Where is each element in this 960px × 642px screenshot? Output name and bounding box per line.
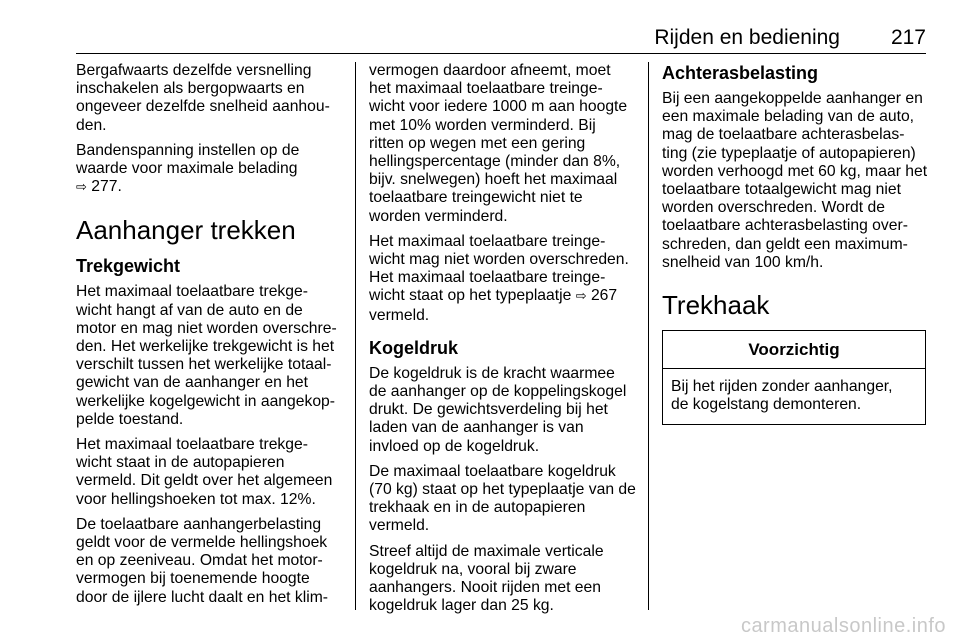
paragraph <box>369 233 634 325</box>
text-line: motor en mag niet worden overschre- <box>76 319 337 337</box>
reference-page: 267 <box>590 287 618 305</box>
text-line: mag de toelaatbare achterasbelas- <box>662 126 905 144</box>
text-line: bijv. snelwegen) hoeft het maximaal <box>369 171 618 189</box>
text-line: drukt. De gewichtsverdeling bij het <box>369 401 608 419</box>
text-line: den. Het werkelijke trekgewicht is het <box>76 338 335 356</box>
text-fragment: wicht staat op het typeplaatje <box>369 287 572 305</box>
text-line: wicht voor iedere 1000 m aan hoogte <box>369 98 628 116</box>
reference-page: 277. <box>91 178 122 196</box>
text-line: vermogen bij toenemende hoogte <box>76 570 310 588</box>
text-line: laden van de aanhanger is van <box>369 419 584 437</box>
subsection-heading: Achterasbelasting <box>662 63 819 83</box>
text-line <box>369 287 634 306</box>
page-reference[interactable] <box>76 178 346 197</box>
text-line: een maximale belading van de auto, <box>662 108 915 126</box>
text-line: vermeld. <box>369 517 430 535</box>
caution-box <box>662 330 926 425</box>
text-line: Het maximaal toelaatbare trekge- <box>76 283 308 301</box>
text-line: waarde voor maximale belading <box>76 160 298 178</box>
text-line: schreden, dan geldt een maximum- <box>662 235 908 253</box>
text-line: hellingspercentage (minder dan 8%, <box>369 153 621 171</box>
text-line: worden verhoogd met 60 kg, maar het <box>662 162 928 180</box>
paragraph <box>76 516 346 607</box>
text-line: ongeveer dezelfde snelheid aanhou- <box>76 98 330 116</box>
section-heading: Aanhanger trekken <box>76 215 296 246</box>
text-line: worden verminderd. <box>369 207 508 225</box>
text-line: Bij het rijden zonder aanhanger, <box>671 378 893 396</box>
text-line: Bandenspanning instellen op de <box>76 141 300 159</box>
reference-arrow-icon: ⇨ <box>575 289 587 305</box>
text-line: inschakelen als bergopwaarts en <box>76 80 305 98</box>
text-line: Het maximaal toelaatbare treinge- <box>369 232 606 250</box>
paragraph <box>369 365 634 456</box>
paragraph <box>369 463 634 536</box>
paragraph <box>76 142 346 198</box>
text-line: kogeldruk na, vooral bij zware <box>369 560 577 578</box>
page-header <box>76 26 926 52</box>
text-line: den. <box>76 116 107 134</box>
text-line: voor hellingshoeken tot max. 12%. <box>76 490 316 508</box>
text-line: De maximaal toelaatbare kogeldruk <box>369 462 616 480</box>
paragraph <box>369 62 634 226</box>
text-line: de aanhanger op de koppelingskogel <box>369 383 627 401</box>
text-line: invloed op de kogeldruk. <box>369 437 540 455</box>
text-line: het maximaal toelaatbare treinge- <box>369 80 603 98</box>
text-line: snelheid van 100 km/h. <box>662 253 824 271</box>
text-line: wicht staat in de autopapieren <box>76 454 285 472</box>
text-line: wicht hangt af van de auto en de <box>76 301 303 319</box>
text-line: aanhangers. Nooit rijden met een <box>369 579 601 597</box>
text-line: Het maximaal toelaatbare trekge- <box>76 436 308 454</box>
section-heading: Trekhaak <box>662 290 770 321</box>
column-3 <box>662 62 926 425</box>
text-line: Bij een aangekoppelde aanhanger en <box>662 90 923 107</box>
column-1 <box>76 62 346 614</box>
watermark: carmanualsonline.info <box>740 615 946 637</box>
reference-arrow-icon: ⇨ <box>76 180 87 196</box>
text-line: ting (zie typeplaatje of autopapieren) <box>662 144 916 162</box>
text-line: wicht mag niet worden overschreden. <box>369 251 629 269</box>
text-line: geldt voor de vermelde hellingshoek <box>76 534 328 552</box>
text-line: toelaatbare achterasbelasting over- <box>662 217 908 235</box>
text-line: De toelaatbare aanhangerbelasting <box>76 515 322 533</box>
caution-title: Voorzichtig <box>663 331 925 369</box>
caution-body <box>663 369 925 424</box>
text-line: werkelijke kogelgewicht in aangekop- <box>76 392 335 410</box>
text-line: vermogen daardoor afneemt, moet <box>369 62 611 79</box>
paragraph <box>369 543 634 616</box>
text-line: ritten op wegen met een gering <box>369 134 586 152</box>
text-line: Het maximaal toelaatbare treinge- <box>369 269 606 287</box>
text-line: verschilt tussen het werkelijke totaal- <box>76 356 332 374</box>
text-line: toelaatbare treingewicht niet te <box>369 189 583 207</box>
text-line: vermeld. Dit geldt over het algemeen <box>76 472 333 490</box>
text-line: worden overschreden. Wordt de <box>662 199 885 217</box>
text-line: en op zeeniveau. Omdat het motor- <box>76 552 323 570</box>
paragraph <box>76 436 346 509</box>
page-reference[interactable] <box>576 287 617 304</box>
text-line: gewicht van de aanhanger en het <box>76 374 309 392</box>
text-line: vermeld. <box>369 306 430 324</box>
text-line: met 10% worden verminderd. Bij <box>369 116 596 134</box>
text-line: De kogeldruk is de kracht waarmee <box>369 364 615 382</box>
text-line: pelde toestand. <box>76 410 184 428</box>
text-line: de kogelstang demonteren. <box>671 396 862 414</box>
page-number: 217 <box>890 26 926 49</box>
text-line: toelaatbare totaalgewicht mag niet <box>662 181 901 199</box>
column-divider <box>648 62 649 610</box>
section-title: Rijden en bediening <box>654 26 840 49</box>
text-line: Streef altijd de maximale verticale <box>369 542 604 560</box>
header-divider <box>76 53 926 54</box>
text-line: trekhaak en in de autopapieren <box>369 499 586 517</box>
subsection-heading: Trekgewicht <box>76 256 181 277</box>
text-line: Bergafwaarts dezelfde versnelling <box>76 62 312 79</box>
column-divider <box>355 62 356 610</box>
paragraph <box>76 62 346 135</box>
text-line: door de ijlere lucht daalt en het klim- <box>76 588 329 606</box>
text-line: kogeldruk lager dan 25 kg. <box>369 597 554 615</box>
column-2 <box>369 62 634 622</box>
subsection-heading: Kogeldruk <box>369 337 459 358</box>
paragraph <box>76 283 346 429</box>
paragraph <box>662 90 926 272</box>
text-line: (70 kg) staat op het typeplaatje van de <box>369 481 636 499</box>
